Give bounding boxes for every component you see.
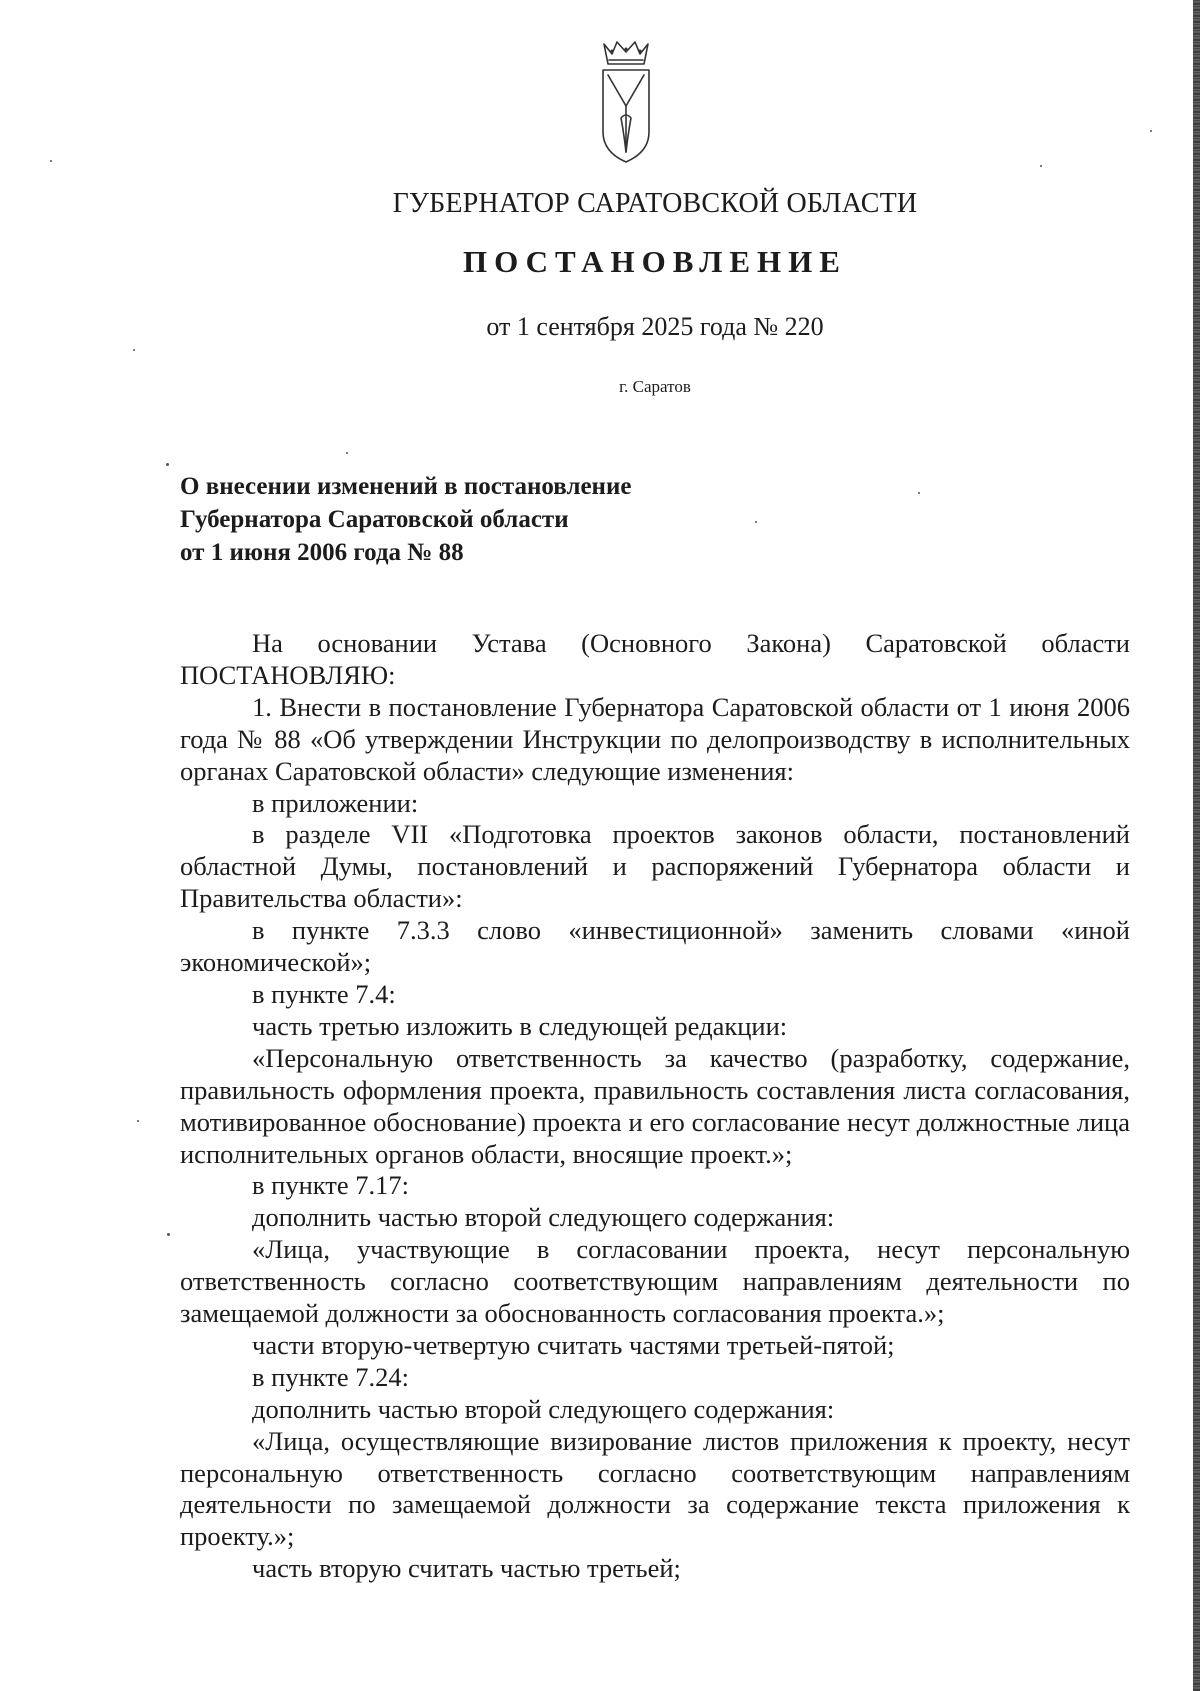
scan-speck	[137, 1120, 139, 1122]
scan-speck	[918, 492, 920, 494]
scan-page-edge	[1193, 0, 1200, 1691]
document-title	[180, 470, 820, 569]
title-line: от 1 июня 2006 года № 88	[180, 539, 464, 566]
body-paragraph: «Лица, осуществляющие визирование листов приложения к проекту, несут персональную ответственность согласно соответствующим направлениям деятельности по замещаемой должности за содержание текста приложения к проекту.»;	[180, 1425, 1130, 1552]
body-paragraph: «Лица, участвующие в согласовании проекта, несут персональную ответственность согласно соответствующим направлениям деятельности по замещаемой должности за обоснованность согласования проекта.»;	[180, 1234, 1130, 1329]
body-paragraph: части вторую-четвертую считать частями третьей-пятой;	[252, 1329, 895, 1360]
body-paragraph: часть вторую считать частью третьей;	[252, 1553, 681, 1584]
body-paragraph: в пункте 7.17:	[252, 1170, 409, 1201]
body-paragraph: часть третью изложить в следующей редакции:	[252, 1010, 788, 1041]
scan-speck	[133, 349, 135, 351]
body-paragraph: в пункте 7.24:	[252, 1361, 409, 1392]
scan-speck	[50, 160, 52, 162]
title-line: О внесении изменений в постановление	[180, 473, 632, 500]
body-paragraph: 1. Внести в постановление Губернатора Саратовской области от 1 июня 2006 года № 88 «Об утверждении Инструкции по делопроизводству в исполнительных органах Саратовской области» следующие изменения:	[180, 691, 1130, 786]
body-paragraph: дополнить частью второй следующего содержания:	[252, 1393, 835, 1424]
body-paragraph: дополнить частью второй следующего содержания:	[252, 1202, 835, 1233]
coat-of-arms-emblem	[600, 40, 652, 168]
document-body	[180, 628, 1130, 1585]
scan-speck	[1150, 130, 1152, 132]
scan-speck	[346, 452, 348, 454]
body-paragraph: «Персональную ответственность за качество (разработку, содержание, правильность оформления проекта, правильность составления листа согласования, мотивированное обоснование) проекта и его согласование несут должностные лица исполнительных органов области, вносящие проект.»;	[180, 1042, 1130, 1169]
document-date-number: от 1 сентября 2025 года № 220	[486, 312, 824, 341]
scan-speck	[166, 463, 169, 466]
title-line: Губернатора Саратовской области	[180, 506, 569, 533]
body-paragraph: в приложении:	[252, 787, 419, 818]
body-paragraph: На основании Устава (Основного Закона) Саратовской области ПОСТАНОВЛЯЮ:	[180, 628, 1130, 690]
scan-speck	[167, 1233, 170, 1236]
issuing-authority: ГУБЕРНАТОР САРАТОВСКОЙ ОБЛАСТИ	[392, 188, 918, 219]
body-paragraph: в пункте 7.4:	[252, 978, 396, 1009]
scan-speck	[1040, 165, 1042, 167]
document-place: г. Саратов	[619, 377, 691, 396]
body-paragraph: в разделе VII «Подготовка проектов законов области, постановлений областной Думы, постановлений и распоряжений Губернатора области и Правительства области»:	[180, 819, 1130, 914]
document-type: ПОСТАНОВЛЕНИЕ	[463, 244, 847, 279]
body-paragraph: в пункте 7.3.3 слово «инвестиционной» заменить словами «иной экономической»;	[180, 915, 1130, 978]
